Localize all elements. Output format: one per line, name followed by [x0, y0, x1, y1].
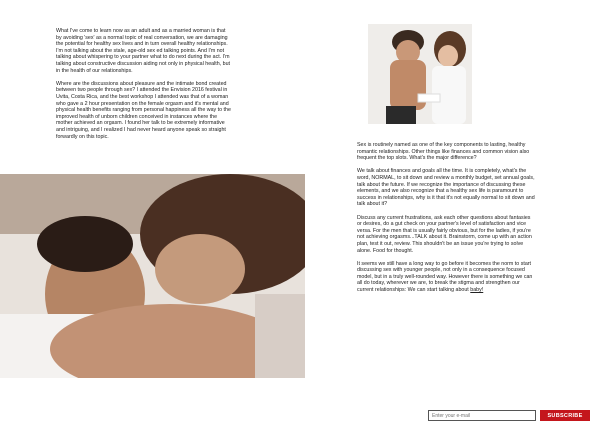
left-paragraph-1: What I've come to learn now as an adult and as a married woman is that by avoiding 'sex' as a normal topic of real conversation, we are damaging the potential for healthy sex lives and in turn overall healthy relationships. I'm not talking about the stale, age-old sex ed talking points. And I'm not talking about whispering to your partner what to do next during the act. I'm talking about constructive discussion aiding not only in physical health, but in the health of our relationships. — [56, 28, 231, 74]
right-paragraph-4-text: It seems we still have a long way to go before it becomes the norm to start discussing sex with younger people, not only in a consequence focused model, but in a truly well-rounded way. However there is something we can all do today, wherever we are, to break the stigma and strengthen our current relationships: We can start talking about — [357, 260, 533, 294]
left-paragraph-2: Where are the discussions about pleasure and the intimate bond created between two people through sex? I attended the Envision 2016 festival in Uvita, Costa Rica, and the best workshop I attended was that of a woman who gave a 2 hour presentation on the female orgasm and it's mental and physical health benefits ranging from personal happiness all the way to the improved health of unborn children conceived in instances where the mother achieved an orgasm. I found her talk to be extremely informative and intriguing, and I realized I had never heard anyone speak so straight forwardly on this topic. — [56, 80, 231, 140]
subscribe-button[interactable]: SUBSCRIBE — [540, 410, 590, 421]
couple-bathroom-illustration — [368, 24, 472, 124]
right-paragraph-4 — [357, 261, 535, 294]
couple-embrace-illustration — [0, 174, 305, 378]
right-paragraph-1: Sex is routinely named as one of the key components to lasting, healthy romantic relationships. Other things like finances and common vision also frequent the top slots. What's the major difference? — [357, 142, 530, 162]
baby-link[interactable]: baby! — [470, 287, 484, 294]
right-paragraph-3: Discuss any current frustrations, ask each other questions about fantasies or desires, do a gut check on your partner's level of satisfaction and vice versa. For the men that is usually fairly obvious, but for the ladies, if you're not achieving orgasms...TALK about it. Brainstorm, come up with an action plan, test it out, review. This shouldn't be an issue you're trying to solve alone. Food for thought. — [357, 214, 532, 254]
couple-bathroom-photo — [368, 24, 472, 124]
couple-embrace-photo — [0, 174, 305, 378]
right-article-column — [357, 142, 535, 300]
right-paragraph-2: We talk about finances and goals all the time. It is completely, what's the word, NORMAL, to sit down and review a monthly budget, set annual goals, talk about the future. If we recognize the importance of discussing these elements, and we also recognize that a healthy sex life is paramount to success in relationships, why is it that it's not equally normal to sit down and talk about it? — [357, 168, 535, 208]
newsletter-signup — [428, 410, 590, 422]
email-input[interactable] — [428, 410, 536, 421]
left-article-column — [56, 28, 232, 147]
